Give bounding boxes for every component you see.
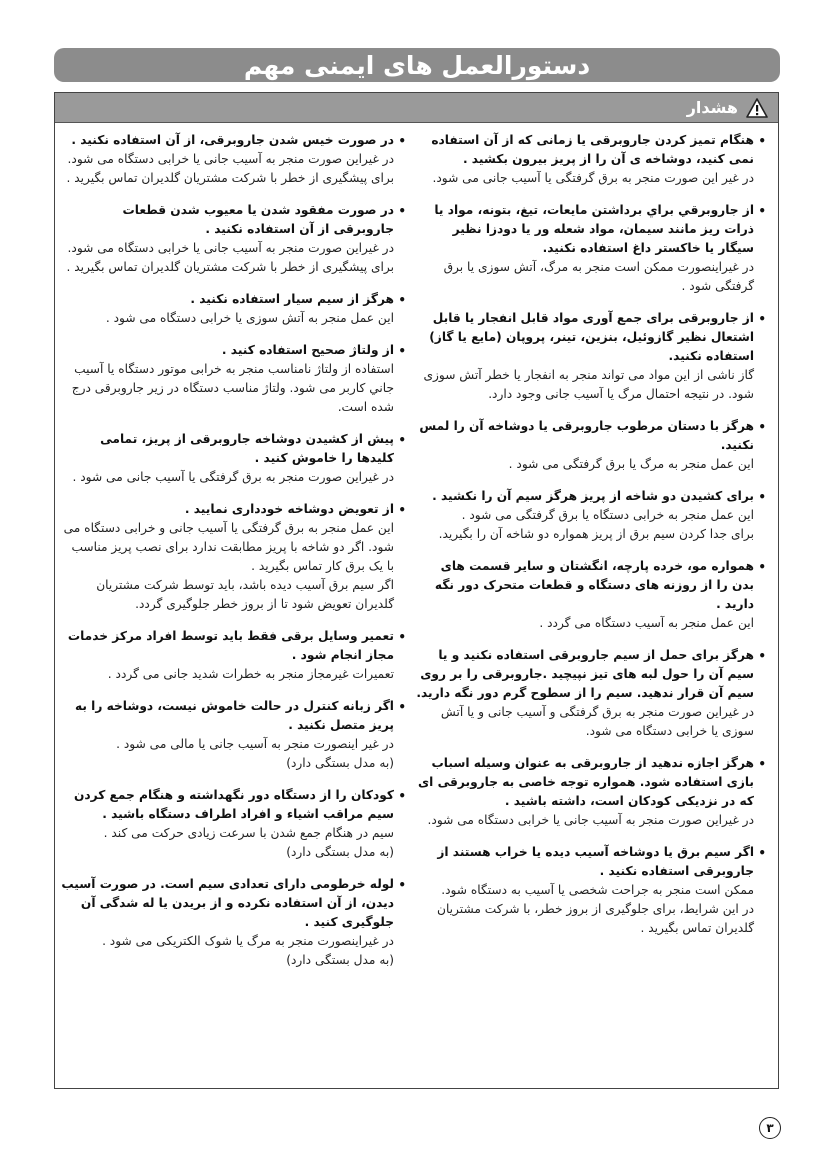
warning-item-text: در غیراینصورت ممکن است منجر به مرگ، آتش سوزی یا برق گرفتگی شود . <box>443 260 754 293</box>
bullet-icon: • <box>398 134 406 148</box>
warning-label: هشدار <box>686 98 738 117</box>
bullet-icon: • <box>758 134 766 148</box>
warning-item <box>61 500 406 614</box>
page-number: ۳ <box>759 1117 781 1139</box>
warning-item-heading: اگر زبانه کنترل در حالت خاموش نیست، دوشاخه را به پریز متصل نکنید . <box>74 699 394 732</box>
warning-item-heading: هرگز از سیم سیار استفاده نکنید . <box>190 292 394 306</box>
warning-item <box>416 487 766 544</box>
warning-item-heading: از جاروبرقی برای جمع آوری مواد قابل انفجار یا قابل اشتعال نظیر گازوئیل، بنزین، تینر، پروپان (مایع یا گاز) استفاده نکنید. <box>429 311 754 363</box>
bullet-icon: • <box>398 204 406 218</box>
warning-item-text: استفاده از ولتاژ نامناسب منجر به خرابی موتور دستگاه یا آسیب جاني کاربر می شود. ولتاژ مناسب دستگاه در زیر جاروبرقی درج شده است. <box>71 362 394 414</box>
bullet-icon: • <box>398 503 406 517</box>
warning-item-heading: همواره مو، خرده پارچه، انگشتان و سایر قسمت های بدن را از روزنه های دستگاه و قطعات متحرک دور نگه دارید . <box>434 559 754 611</box>
warning-item-heading: اگر سیم برق یا دوشاخه آسیب دیده یا خراب هستند از جاروبرقی استفاده نکنید . <box>437 845 754 878</box>
warning-item <box>61 430 406 487</box>
left-column <box>61 131 406 983</box>
warning-item-text: (به مدل بستگی دارد) <box>286 845 394 859</box>
warning-item-heading: در صورت خیس شدن جاروبرقی، از آن استفاده نکنید . <box>71 133 394 147</box>
warning-item <box>416 309 766 404</box>
warning-item-text: تعمیرات غیرمجاز منجر به خطرات شدید جانی می گردد . <box>107 667 394 681</box>
warning-item-text: در غیراینصورت منجر به مرگ یا شوک الکتریکی می شود . <box>102 934 394 948</box>
warning-item-heading: تعمیر وسایل برقی فقط باید توسط افراد مرکز خدمات مجاز انجام شود . <box>67 629 394 662</box>
warning-item-text: این عمل منجر به خرابی دستگاه یا برق گرفتگی می شود . <box>461 508 754 522</box>
warning-item-text: ممکن است منجر به جراحت شخصی یا آسیب به دستگاه شود. <box>441 883 754 897</box>
warning-item-text: در غیر اینصورت منجر به آسیب جانی یا مالی می شود . <box>116 737 394 751</box>
warning-item-heading: برای کشیدن دو شاخه از پریز هرگز سیم آن را نکشید . <box>432 489 754 503</box>
warning-item-text: (به مدل بستگی دارد) <box>286 953 394 967</box>
bullet-icon: • <box>398 293 406 307</box>
bullet-icon: • <box>398 789 406 803</box>
warning-item <box>61 131 406 188</box>
warning-item <box>61 875 406 970</box>
warning-item-heading: از ولتاژ صحیح استفاده کنید . <box>221 343 394 357</box>
warning-item-heading: از جاروبرقي براي برداشتن مایعات، تیغ، بتونه، مواد یا ذرات ریز مانند سیمان، مواد شعله ور یا دودزا نظیر سیگار یا خاکستر داغ استفاده نکنید. <box>434 203 754 255</box>
warning-item <box>61 627 406 684</box>
warning-item-text: سیم در هنگام جمع شدن با سرعت زیادی حرکت می کند . <box>103 826 394 840</box>
bullet-icon: • <box>758 204 766 218</box>
warning-item <box>416 754 766 830</box>
bullet-icon: • <box>398 344 406 358</box>
warning-item-text: در غیراین صورت منجر به آسیب جانی یا خرابی دستگاه می شود. <box>67 241 394 255</box>
warning-item-heading: پیش از کشیدن دوشاخه جاروبرقی از پریز، تمامی کلیدها را خاموش کنید . <box>100 432 394 465</box>
warning-item-text: برای جدا کردن سیم برق از پریز همواره دو شاخه آن را بگیرید. <box>438 527 754 541</box>
bullet-icon: • <box>758 490 766 504</box>
warning-item-text: در غیراین صورت منجر به برق گرفتگی یا آسیب جانی می شود . <box>72 470 394 484</box>
bullet-icon: • <box>758 757 766 771</box>
warning-item-text: این عمل منجر به آتش سوزی یا خرابی دستگاه می شود . <box>105 311 394 325</box>
warning-item <box>416 417 766 474</box>
warning-item-text: برای پیشگیری از خطر با شرکت مشتریان گلدیران تماس بگیرید . <box>66 171 394 185</box>
bullet-icon: • <box>758 312 766 326</box>
warning-item <box>416 843 766 938</box>
warning-item-text: گاز ناشی از این مواد می تواند منجر به انفجار یا خطر آتش سوزی شود. در نتیجه احتمال مرگ یا آسیب جانی وجود دارد. <box>423 368 754 401</box>
bullet-icon: • <box>758 420 766 434</box>
bullet-icon: • <box>758 649 766 663</box>
bullet-icon: • <box>398 433 406 447</box>
warning-item <box>61 290 406 328</box>
warning-item-text: این عمل منجر به برق گرفتگی یا آسیب جانی و خرابی دستگاه می شود. اگر دو شاخه با پریز مطابقت ندارد برای نصب پریز مناسب با یک برق کار تماس بگیرید . <box>63 521 394 573</box>
warning-item-heading: کودکان را از دستگاه دور نگهداشته و هنگام جمع کردن سیم مراقب اشیاء و افراد اطراف دستگاه باشید . <box>73 788 394 821</box>
warning-item <box>416 557 766 633</box>
bullet-icon: • <box>398 630 406 644</box>
warning-item <box>61 201 406 277</box>
bullet-icon: • <box>398 878 406 892</box>
warning-item-text: اگر سیم برق آسیب دیده باشد، باید توسط شرکت مشتریان گلدیران تعویض شود تا از بروز خطر جلوگیری گردد. <box>96 578 394 611</box>
warning-triangle-icon <box>746 98 768 118</box>
warning-item <box>61 786 406 862</box>
warning-item-text: در این شرایط، برای جلوگیری از بروز خطر، با شرکت مشتریان گلدیران تماس بگیرید . <box>437 902 754 935</box>
warning-item-text: این عمل منجر به مرگ یا برق گرفتگی می شود . <box>508 457 754 471</box>
warning-item <box>416 646 766 741</box>
warning-header <box>55 93 778 123</box>
warning-item-text: برای پیشگیری از خطر با شرکت مشتریان گلدیران تماس بگیرید . <box>66 260 394 274</box>
warning-item-heading: از تعویض دوشاخه خودداری نمایید . <box>184 502 394 516</box>
warning-item-text: این عمل منجر به آسیب دستگاه می گردد . <box>539 616 754 630</box>
warning-item-text: در غیراین صورت منجر به برق گرفتگی و آسیب جانی و یا آتش سوزی یا خرابی دستگاه می شود. <box>440 705 754 738</box>
warning-item <box>61 341 406 417</box>
warning-item-heading: در صورت مفقود شدن یا معیوب شدن قطعات جاروبرقی از آن استفاده نکنید . <box>122 203 394 236</box>
warning-item-text: در غیراین صورت منجر به آسیب جانی یا خرابی دستگاه می شود. <box>427 813 754 827</box>
warning-item-text: در غیراین صورت منجر به آسیب جانی یا خرابی دستگاه می شود. <box>67 152 394 166</box>
warning-item-heading: هنگام تمیز کردن جاروبرقی یا زمانی که از آن استفاده نمی کنید، دوشاخه ی آن را از پریز بیرون بکشید . <box>431 133 754 166</box>
warning-item <box>61 697 406 773</box>
bullet-icon: • <box>758 560 766 574</box>
warning-item-heading: هرگز اجازه ندهید از جاروبرقی به عنوان وسیله اسباب بازی استفاده شود. همواره توجه خاصی به جاروبرقی ای که در نزدیکی کودکان است، داشته باشید . <box>418 756 754 808</box>
warning-item-text: (به مدل بستگی دارد) <box>286 756 394 770</box>
warning-item-heading: هرگز برای حمل از سیم جاروبرقی استفاده نکنید و یا سیم آن را حول لبه های تیز نپیچید .جاروبرقی را بر روی سیم آن قرار ندهید. سیم را از سطوح گرم دور نگه دارید. <box>416 648 754 700</box>
page-title-bar <box>54 48 780 82</box>
bullet-icon: • <box>398 700 406 714</box>
page-title: دستورالعمل های ایمنی مهم <box>243 50 591 80</box>
warning-item-text: در غیر این صورت منجر به برق گرفتگی یا آسیب جانی می شود. <box>432 171 754 185</box>
warning-section <box>54 92 779 1089</box>
warning-item <box>416 131 766 188</box>
bullet-icon: • <box>758 846 766 860</box>
warning-item-heading: لوله خرطومی دارای تعدادی سیم است. در صورت آسیب دیدن، از آن استفاده نکرده و از بریدن یا له شدگی آن جلوگیری کنید . <box>61 877 394 929</box>
warning-item <box>416 201 766 296</box>
right-column <box>416 131 766 951</box>
warning-item-heading: هرگز با دستان مرطوب جاروبرقی یا دوشاخه آن را لمس نکنید. <box>419 419 754 452</box>
